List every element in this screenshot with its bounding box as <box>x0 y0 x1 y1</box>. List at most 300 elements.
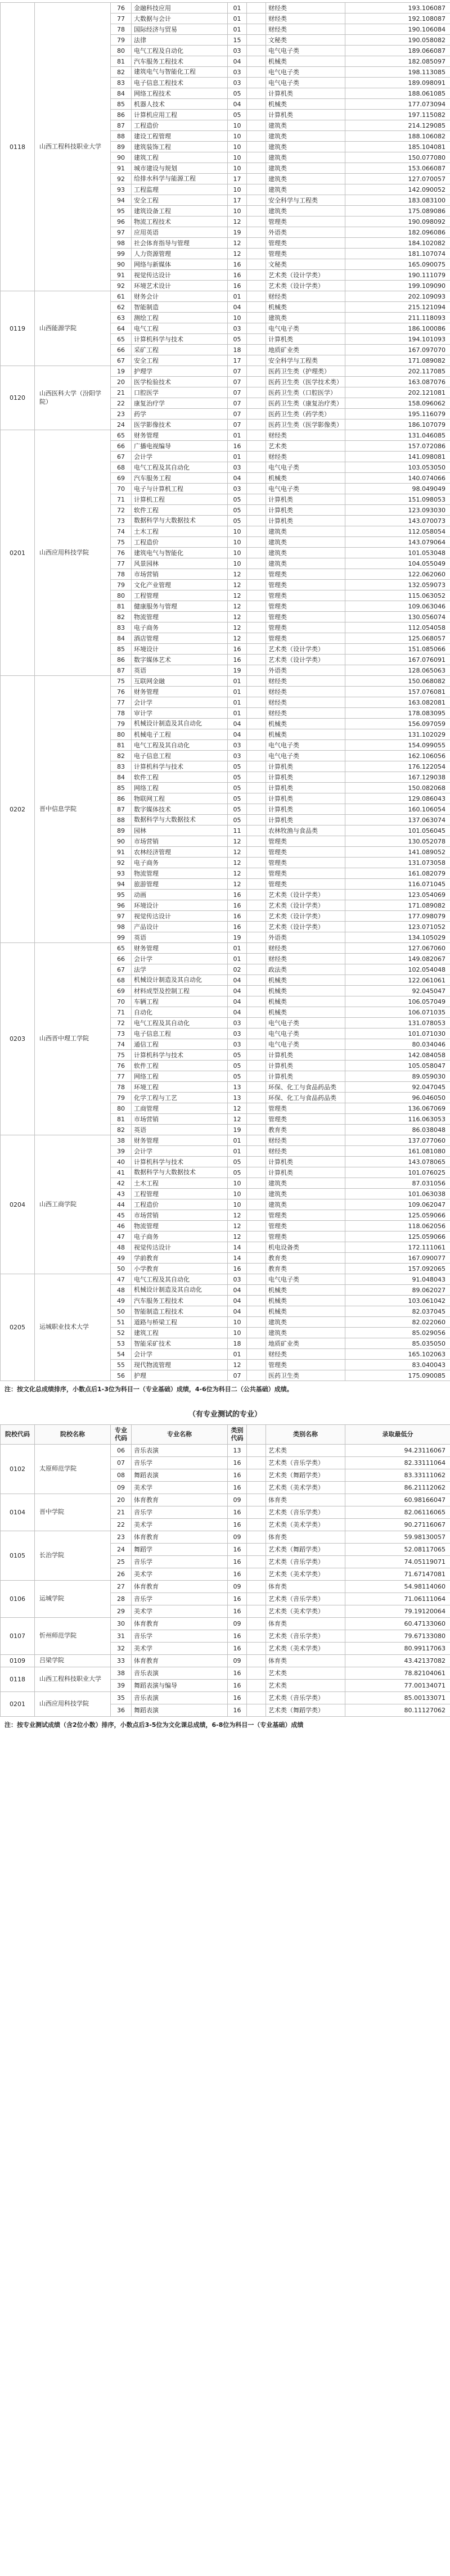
major-code: 20 <box>111 377 132 387</box>
major-code: 81 <box>111 740 132 751</box>
extra-cell <box>247 1028 266 1039</box>
type-name: 医药卫生类（医学影像类） <box>266 419 345 430</box>
major-name: 音乐学 <box>132 1556 228 1568</box>
extra-cell <box>247 1581 266 1593</box>
table-row <box>1 676 450 687</box>
major-name: 会计学 <box>132 697 228 708</box>
major-name: 市场营销 <box>132 1210 228 1221</box>
table-row <box>1 430 450 441</box>
type-name: 环保、化工与食品药品类 <box>266 1093 345 1103</box>
major-name: 会计学 <box>132 954 228 964</box>
major-code: 51 <box>111 1317 132 1328</box>
extra-cell <box>247 1210 266 1221</box>
major-name: 音乐学 <box>132 1457 228 1469</box>
min-score: 101.053048 <box>345 548 450 558</box>
major-name: 医学检验技术 <box>132 377 228 387</box>
min-score: 91.048043 <box>345 1274 450 1285</box>
min-score: 85.035050 <box>345 1338 450 1349</box>
extra-cell <box>247 612 266 622</box>
type-name: 艺术类 <box>266 1445 345 1457</box>
min-score: 89.059030 <box>345 1071 450 1082</box>
type-code: 05 <box>228 505 247 516</box>
extra-cell <box>247 1506 266 1519</box>
min-score: 82.06116065 <box>345 1506 450 1519</box>
type-name: 计算机类 <box>266 1157 345 1167</box>
min-score: 77.00134071 <box>345 1680 450 1692</box>
major-code: 69 <box>111 986 132 996</box>
major-code: 55 <box>111 1360 132 1370</box>
type-code: 16 <box>228 1568 247 1581</box>
type-name: 管理类 <box>266 216 345 227</box>
type-name: 艺术类（音乐学类） <box>266 1630 345 1643</box>
type-code: 01 <box>228 697 247 708</box>
type-code: 04 <box>228 473 247 484</box>
min-score: 184.102082 <box>345 238 450 249</box>
school-code: 0107 <box>1 1618 35 1655</box>
min-score: 188.106082 <box>345 131 450 142</box>
min-score: 151.085066 <box>345 644 450 655</box>
major-code: 76 <box>111 1061 132 1071</box>
min-score: 197.115082 <box>345 110 450 120</box>
type-code: 07 <box>228 366 247 377</box>
type-code: 05 <box>228 1167 247 1178</box>
type-code: 05 <box>228 783 247 793</box>
min-score: 167.090077 <box>345 1253 450 1264</box>
min-score: 115.063052 <box>345 590 450 601</box>
major-name: 财务管理 <box>132 430 228 441</box>
type-code: 05 <box>228 772 247 783</box>
extra-cell <box>247 227 266 238</box>
type-code: 16 <box>228 655 247 665</box>
type-code: 16 <box>228 281 247 291</box>
type-code: 04 <box>228 1007 247 1018</box>
type-code: 10 <box>228 1189 247 1199</box>
extra-cell <box>247 419 266 430</box>
major-code: 31 <box>111 1630 132 1643</box>
extra-cell <box>247 430 266 441</box>
min-score: 175.089086 <box>345 206 450 216</box>
type-code: 03 <box>228 1039 247 1050</box>
type-name: 医药卫生类（口腔医学） <box>266 387 345 398</box>
extra-cell <box>247 1018 266 1028</box>
type-code: 16 <box>228 1519 247 1531</box>
major-name: 工程监理 <box>132 184 228 195</box>
min-score: 80.11127062 <box>345 1704 450 1717</box>
min-score: 157.092065 <box>345 1264 450 1274</box>
type-code: 12 <box>228 1210 247 1221</box>
table-row <box>1 3 450 13</box>
major-code: 97 <box>111 227 132 238</box>
type-code: 17 <box>228 355 247 366</box>
major-code: 29 <box>111 1605 132 1618</box>
type-code: 19 <box>228 932 247 943</box>
type-code: 04 <box>228 1285 247 1296</box>
major-code: 97 <box>111 911 132 922</box>
major-name: 视觉传达设计 <box>132 1242 228 1253</box>
major-name: 电气工程及其自动化 <box>132 1018 228 1028</box>
type-name: 艺术类（美术学类） <box>266 1519 345 1531</box>
type-name: 建筑类 <box>266 163 345 174</box>
extra-cell <box>247 505 266 516</box>
type-code: 18 <box>228 1338 247 1349</box>
type-code: 16 <box>228 644 247 655</box>
major-name: 机械电子工程 <box>132 729 228 740</box>
min-score: 103.061042 <box>345 1296 450 1306</box>
type-name: 管理类 <box>266 868 345 879</box>
major-code: 54 <box>111 1349 132 1360</box>
table-row <box>1 1655 450 1667</box>
major-name: 安全工程 <box>132 355 228 366</box>
type-code: 10 <box>228 1317 247 1328</box>
major-code: 72 <box>111 1018 132 1028</box>
major-code: 64 <box>111 323 132 334</box>
major-name: 城市建设与规划 <box>132 163 228 174</box>
extra-cell <box>247 1605 266 1618</box>
min-score: 78.82104061 <box>345 1667 450 1680</box>
min-score: 141.098081 <box>345 452 450 462</box>
major-code: 65 <box>111 430 132 441</box>
extra-cell <box>247 323 266 334</box>
min-score: 150.082068 <box>345 783 450 793</box>
major-code: 87 <box>111 665 132 676</box>
extra-cell <box>247 1135 266 1146</box>
type-code: 16 <box>228 1469 247 1482</box>
type-code: 16 <box>228 270 247 281</box>
type-name: 艺术类（美术学类） <box>266 1568 345 1581</box>
major-code: 79 <box>111 580 132 590</box>
type-code: 12 <box>228 1114 247 1125</box>
major-code: 95 <box>111 206 132 216</box>
type-code: 12 <box>228 569 247 580</box>
major-code: 48 <box>111 1285 132 1296</box>
min-score: 185.104081 <box>345 142 450 152</box>
type-name: 机械类 <box>266 996 345 1007</box>
type-name: 管理类 <box>266 633 345 644</box>
extra-cell <box>247 174 266 184</box>
major-code: 80 <box>111 46 132 56</box>
type-name: 体育类 <box>266 1531 345 1544</box>
extra-cell <box>247 302 266 313</box>
major-name: 电子商务 <box>132 622 228 633</box>
major-name: 音乐表演 <box>132 1445 228 1457</box>
min-score: 142.084058 <box>345 1050 450 1061</box>
type-code: 01 <box>228 452 247 462</box>
major-name: 测绘工程 <box>132 313 228 323</box>
type-name: 电气电子类 <box>266 484 345 494</box>
type-code: 12 <box>228 858 247 868</box>
extra-cell <box>247 932 266 943</box>
extra-cell <box>247 986 266 996</box>
extra-cell <box>247 1544 266 1556</box>
extra-cell <box>247 1370 266 1381</box>
major-name: 机械设计制造及其自动化 <box>132 1285 228 1296</box>
col-type-code: 类别代码 <box>228 1425 247 1445</box>
major-code: 69 <box>111 473 132 484</box>
major-code: 85 <box>111 644 132 655</box>
major-code: 20 <box>111 1494 132 1506</box>
major-name: 英语 <box>132 932 228 943</box>
extra-cell <box>247 1338 266 1349</box>
extra-cell <box>247 1593 266 1605</box>
major-code: 67 <box>111 452 132 462</box>
major-name: 农林经济管理 <box>132 847 228 858</box>
major-code: 25 <box>111 1556 132 1568</box>
min-score: 140.074066 <box>345 473 450 484</box>
type-name: 艺术类（美术学类） <box>266 1643 345 1655</box>
major-code: 73 <box>111 516 132 526</box>
major-code: 27 <box>111 1581 132 1593</box>
extra-cell <box>247 1469 266 1482</box>
major-name: 机械设计制造及其自动化 <box>132 975 228 986</box>
major-name: 美术学 <box>132 1519 228 1531</box>
major-name: 电子与计算机工程 <box>132 484 228 494</box>
type-code: 01 <box>228 954 247 964</box>
extra-cell <box>247 1189 266 1199</box>
min-score: 112.058054 <box>345 526 450 537</box>
table-row <box>1 1531 450 1544</box>
extra-cell <box>247 793 266 804</box>
major-code: 47 <box>111 1274 132 1285</box>
major-name: 网络工程 <box>132 1071 228 1082</box>
school-code: 0104 <box>1 1494 35 1531</box>
major-name: 建筑电气与智能化工程 <box>132 67 228 78</box>
extra-cell <box>247 847 266 858</box>
major-code: 78 <box>111 24 132 35</box>
school-name: 太原师范学院 <box>35 1445 111 1494</box>
major-code: 07 <box>111 1457 132 1469</box>
type-name: 建筑类 <box>266 131 345 142</box>
type-code: 01 <box>228 24 247 35</box>
major-code: 84 <box>111 772 132 783</box>
min-score: 202.121081 <box>345 387 450 398</box>
type-code: 12 <box>228 216 247 227</box>
major-name: 金融科技应用 <box>132 3 228 13</box>
min-score: 131.078053 <box>345 1018 450 1028</box>
extra-cell <box>247 1556 266 1568</box>
type-code: 12 <box>228 1231 247 1242</box>
major-name: 会计学 <box>132 1349 228 1360</box>
extra-cell <box>247 890 266 900</box>
type-name: 建筑类 <box>266 537 345 548</box>
major-name: 财务管理 <box>132 1135 228 1146</box>
type-name: 管理类 <box>266 1210 345 1221</box>
type-name: 艺术类（舞蹈学类） <box>266 1544 345 1556</box>
extra-cell <box>247 366 266 377</box>
extra-cell <box>247 452 266 462</box>
type-name: 外语类 <box>266 227 345 238</box>
major-name: 给排水科学与能源工程 <box>132 174 228 184</box>
major-code: 66 <box>111 345 132 355</box>
table-row <box>1 1692 450 1704</box>
major-code: 84 <box>111 88 132 99</box>
min-score: 190.106084 <box>345 24 450 35</box>
major-code: 47 <box>111 1231 132 1242</box>
type-code: 10 <box>228 142 247 152</box>
type-code: 05 <box>228 1061 247 1071</box>
min-score: 80.99117063 <box>345 1643 450 1655</box>
min-score: 160.106054 <box>345 804 450 815</box>
major-code: 65 <box>111 334 132 345</box>
extra-cell <box>247 473 266 484</box>
major-code: 22 <box>111 398 132 409</box>
table-row <box>1 1667 450 1680</box>
extra-cell <box>247 345 266 355</box>
type-name: 计算机类 <box>266 793 345 804</box>
min-score: 122.061061 <box>345 975 450 986</box>
min-score: 181.107074 <box>345 249 450 259</box>
type-name: 农林牧渔与食品类 <box>266 825 345 836</box>
major-code: 89 <box>111 825 132 836</box>
min-score: 186.107079 <box>345 419 450 430</box>
type-name: 建筑类 <box>266 184 345 195</box>
major-name: 物流管理 <box>132 868 228 879</box>
extra-cell <box>247 1178 266 1189</box>
major-name: 道路与桥梁工程 <box>132 1317 228 1328</box>
major-code: 83 <box>111 78 132 88</box>
type-code: 04 <box>228 1306 247 1317</box>
type-name: 计算机类 <box>266 783 345 793</box>
major-name: 土木工程 <box>132 1178 228 1189</box>
type-code: 12 <box>228 1221 247 1231</box>
type-code: 16 <box>228 1643 247 1655</box>
min-score: 79.19120064 <box>345 1605 450 1618</box>
min-score: 131.073058 <box>345 858 450 868</box>
major-name: 工程造价 <box>132 120 228 131</box>
type-code: 16 <box>228 1692 247 1704</box>
major-name: 环境艺术设计 <box>132 281 228 291</box>
type-name: 文秘类 <box>266 259 345 270</box>
major-code: 83 <box>111 622 132 633</box>
major-name: 计算机科学与技术 <box>132 761 228 772</box>
extra-cell <box>247 1221 266 1231</box>
type-name: 电气电子类 <box>266 1039 345 1050</box>
type-name: 电气电子类 <box>266 323 345 334</box>
school-code: 0118 <box>1 1667 35 1692</box>
major-name: 大数据与会计 <box>132 13 228 24</box>
major-name: 软件工程 <box>132 505 228 516</box>
type-name: 财经类 <box>266 676 345 687</box>
min-score: 186.100086 <box>345 323 450 334</box>
major-name: 小学教育 <box>132 1264 228 1274</box>
min-score: 177.073094 <box>345 99 450 110</box>
min-score: 82.33111064 <box>345 1457 450 1469</box>
type-name: 管理类 <box>266 1221 345 1231</box>
type-name: 管理类 <box>266 612 345 622</box>
min-score: 83.040043 <box>345 1360 450 1370</box>
type-name: 安全科学与工程类 <box>266 195 345 206</box>
major-code: 65 <box>111 943 132 954</box>
type-code: 15 <box>228 35 247 46</box>
major-name: 计算机科学与技术 <box>132 1157 228 1167</box>
type-name: 医药卫生类（药学类） <box>266 409 345 419</box>
major-name: 音乐学 <box>132 1506 228 1519</box>
major-name: 物联网工程 <box>132 793 228 804</box>
type-name: 文秘类 <box>266 35 345 46</box>
extra-cell <box>247 184 266 195</box>
school-name: 山西应用科技学院 <box>35 1692 111 1717</box>
major-code: 41 <box>111 1167 132 1178</box>
type-code: 04 <box>228 986 247 996</box>
type-name: 计算机类 <box>266 494 345 505</box>
min-score: 157.072086 <box>345 441 450 452</box>
extra-cell <box>247 1039 266 1050</box>
type-code: 13 <box>228 1445 247 1457</box>
type-code: 03 <box>228 740 247 751</box>
min-score: 130.052078 <box>345 836 450 847</box>
extra-cell <box>247 975 266 986</box>
type-code: 01 <box>228 943 247 954</box>
major-code: 79 <box>111 1093 132 1103</box>
extra-cell <box>247 569 266 580</box>
extra-cell <box>247 206 266 216</box>
type-code: 01 <box>228 1146 247 1157</box>
type-name: 艺术类（设计学类） <box>266 644 345 655</box>
major-name: 软件工程 <box>132 772 228 783</box>
type-name: 艺术类（设计学类） <box>266 890 345 900</box>
type-code: 03 <box>228 1028 247 1039</box>
major-name: 材料成型及控制工程 <box>132 986 228 996</box>
type-name: 机械类 <box>266 99 345 110</box>
type-code: 12 <box>228 238 247 249</box>
min-score: 171.089082 <box>345 900 450 911</box>
min-score: 103.053050 <box>345 462 450 473</box>
school-name: 山西应用科技学院 <box>35 430 111 676</box>
extra-cell <box>247 377 266 387</box>
major-name: 体育教育 <box>132 1618 228 1630</box>
type-name: 管理类 <box>266 879 345 890</box>
major-code: 71 <box>111 1007 132 1018</box>
type-name: 医药卫生类 <box>266 1370 345 1381</box>
major-code: 87 <box>111 120 132 131</box>
type-name: 建筑类 <box>266 313 345 323</box>
type-name: 计算机类 <box>266 804 345 815</box>
table-row <box>1 943 450 954</box>
min-score: 92.047045 <box>345 1082 450 1093</box>
major-name: 环境工程 <box>132 1082 228 1093</box>
extra-cell <box>247 13 266 24</box>
type-code: 04 <box>228 56 247 67</box>
type-name: 艺术类 <box>266 1667 345 1680</box>
type-code: 10 <box>228 526 247 537</box>
min-score: 129.086043 <box>345 793 450 804</box>
major-code: 92 <box>111 281 132 291</box>
type-code: 01 <box>228 3 247 13</box>
extra-cell <box>247 590 266 601</box>
type-code: 12 <box>228 590 247 601</box>
school-name: 忻州师范学院 <box>35 1618 111 1655</box>
major-code: 77 <box>111 1071 132 1082</box>
min-score: 190.058082 <box>345 35 450 46</box>
major-code: 46 <box>111 1221 132 1231</box>
type-name: 教育类 <box>266 1253 345 1264</box>
type-name: 艺术类（美术学类） <box>266 1482 345 1494</box>
major-name: 建筑工程 <box>132 152 228 163</box>
major-code: 28 <box>111 1593 132 1605</box>
major-code: 94 <box>111 195 132 206</box>
min-score: 89.062027 <box>345 1285 450 1296</box>
major-name: 音乐表演 <box>132 1692 228 1704</box>
major-name: 园林 <box>132 825 228 836</box>
type-code: 16 <box>228 259 247 270</box>
major-name: 智能采矿技术 <box>132 1338 228 1349</box>
extra-cell <box>247 655 266 665</box>
type-code: 05 <box>228 1050 247 1061</box>
major-name: 健康服务与管理 <box>132 601 228 612</box>
major-code: 99 <box>111 932 132 943</box>
extra-cell <box>247 633 266 644</box>
major-code: 84 <box>111 633 132 644</box>
type-name: 机械类 <box>266 729 345 740</box>
